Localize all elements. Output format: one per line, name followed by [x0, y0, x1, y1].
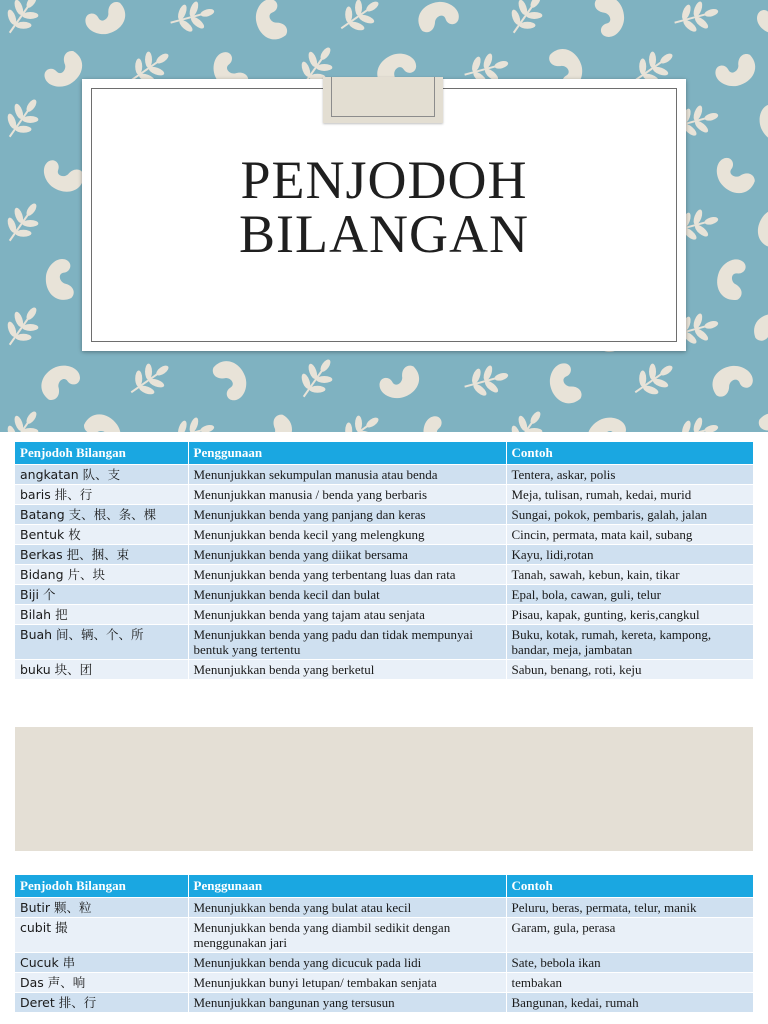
table-row: [15, 605, 753, 625]
cell-contoh: Meja, tulisan, rumah, kedai, murid: [506, 485, 753, 505]
table-row: [15, 525, 753, 545]
cell-contoh: Pisau, kapak, gunting, keris,cangkul: [506, 605, 753, 625]
cell-penggunaan: Menunjukkan benda yang panjang dan keras: [188, 505, 506, 525]
table-row: [15, 565, 753, 585]
table-row: [15, 993, 753, 1013]
paisley-shape: [711, 155, 759, 197]
leaf-sprig: [0, 91, 48, 146]
cell-penggunaan: Menunjukkan benda yang terbentang luas dan rata: [188, 565, 506, 585]
cell-penjodoh: Butir 颗、粒: [15, 898, 188, 918]
cell-penjodoh: Bentuk 枚: [15, 525, 188, 545]
cell-penjodoh: cubit 撮: [15, 918, 188, 953]
paisley-shape: [376, 357, 426, 407]
cell-contoh: Garam, gula, perasa: [506, 918, 753, 953]
title-slide: [0, 0, 768, 432]
paisley-shape: [205, 354, 256, 404]
table-row: [15, 918, 753, 953]
table-1-container: [15, 442, 752, 679]
cell-penjodoh: Biji 个: [15, 585, 188, 605]
paisley-shape: [252, 408, 298, 432]
cell-penjodoh: buku 块、团: [15, 660, 188, 680]
leaf-sprig: [291, 351, 342, 406]
cell-contoh: Tentera, askar, polis: [506, 465, 753, 485]
cell-contoh: Cincin, permata, mata kail, subang: [506, 525, 753, 545]
table-row: [15, 973, 753, 993]
paisley-shape: [541, 359, 591, 410]
leaf-sprig: [461, 360, 513, 402]
paisley-shape: [581, 409, 630, 432]
paisley-shape: [78, 409, 128, 432]
paisley-shape: [82, 0, 132, 43]
cell-penggunaan: Menunjukkan benda yang padu dan tidak mempunyai bentuk yang tertentu: [188, 625, 506, 660]
paisley-shape: [714, 258, 751, 303]
paisley-shape: [412, 0, 463, 42]
leaf-sprig: [332, 406, 387, 432]
paisley-shape: [749, 307, 768, 350]
header-penggunaan: Penggunaan: [188, 442, 506, 465]
leaf-sprig: [671, 0, 723, 38]
cell-penjodoh: Batang 支、根、条、棵: [15, 505, 188, 525]
empty-slide-area: [15, 727, 753, 851]
title-line-1: PENJODOH: [240, 150, 528, 210]
table-row: [15, 465, 753, 485]
cell-contoh: Buku, kotak, rumah, kereta, kampong, bandar, meja, jambatan: [506, 625, 753, 660]
paisley-shape: [585, 0, 632, 40]
cell-contoh: Sate, bebola ikan: [506, 953, 753, 973]
title-card-tab-border: [331, 77, 435, 117]
cell-penggunaan: Menunjukkan benda yang diambil sedikit dengan menggunakan jari: [188, 918, 506, 953]
cell-penjodoh: Bilah 把: [15, 605, 188, 625]
penjodoh-table-2: [15, 875, 754, 1012]
table-row: [15, 585, 753, 605]
cell-penjodoh: Buah 间、辆、个、所: [15, 625, 188, 660]
cell-contoh: Peluru, beras, permata, telur, manik: [506, 898, 753, 918]
table-2-container: [15, 875, 752, 1012]
cell-penggunaan: Menunjukkan benda yang tajam atau senjata: [188, 605, 506, 625]
cell-contoh: Epal, bola, cawan, guli, telur: [506, 585, 753, 605]
leaf-sprig: [501, 0, 552, 42]
paisley-shape: [415, 413, 466, 432]
paisley-shape: [38, 256, 83, 306]
title-line-2: BILANGAN: [239, 204, 529, 264]
cell-penggunaan: Menunjukkan sekumpulan manusia atau benda: [188, 465, 506, 485]
header-contoh: Contoh: [506, 875, 753, 898]
cell-penjodoh: Berkas 把、捆、束: [15, 545, 188, 565]
cell-penggunaan: Menunjukkan benda yang diikat bersama: [188, 545, 506, 565]
leaf-sprig: [332, 0, 387, 41]
leaf-sprig: [626, 354, 681, 405]
leaf-sprig: [167, 0, 219, 38]
cell-penjodoh: Deret 排、行: [15, 993, 188, 1013]
header-contoh: Contoh: [506, 442, 753, 465]
leaf-sprig: [0, 299, 48, 354]
cell-penjodoh: Cucuk 串: [15, 953, 188, 973]
paisley-shape: [247, 0, 296, 46]
leaf-sprig: [671, 412, 723, 432]
cell-contoh: Bangunan, kedai, rumah: [506, 993, 753, 1013]
table-row: [15, 660, 753, 680]
paisley-shape: [35, 357, 84, 408]
paisley-shape: [43, 160, 85, 193]
paisley-shape: [712, 45, 762, 95]
table-header-row: [15, 442, 753, 465]
cell-contoh: Kayu, lidi,rotan: [506, 545, 753, 565]
paisley-shape: [754, 0, 768, 42]
page-title: [82, 150, 686, 264]
paisley-shape: [756, 206, 768, 250]
paisley-shape: [751, 101, 768, 149]
leaf-sprig: [0, 195, 48, 250]
header-penjodoh: Penjodoh Bilangan: [15, 442, 188, 465]
cell-penggunaan: Menunjukkan benda yang bulat atau kecil: [188, 898, 506, 918]
leaf-sprig: [122, 354, 177, 405]
table-row: [15, 545, 753, 565]
cell-penggunaan: Menunjukkan benda yang berketul: [188, 660, 506, 680]
table-row: [15, 625, 753, 660]
table-header-row: [15, 875, 753, 898]
title-card: [82, 79, 686, 351]
leaf-sprig: [0, 0, 48, 42]
leaf-sprig: [0, 403, 48, 432]
cell-contoh: Sabun, benang, roti, keju: [506, 660, 753, 680]
paisley-shape: [706, 357, 757, 406]
table-row: [15, 898, 753, 918]
leaf-sprig: [501, 403, 552, 432]
table-row: [15, 953, 753, 973]
cell-penggunaan: Menunjukkan benda kecil yang melengkung: [188, 525, 506, 545]
cell-penjodoh: angkatan 队、支: [15, 465, 188, 485]
cell-penjodoh: Das 声、响: [15, 973, 188, 993]
header-penggunaan: Penggunaan: [188, 875, 506, 898]
table-row: [15, 505, 753, 525]
cell-penggunaan: Menunjukkan bangunan yang tersusun: [188, 993, 506, 1013]
cell-penggunaan: Menunjukkan benda kecil dan bulat: [188, 585, 506, 605]
cell-penggunaan: Menunjukkan benda yang dicucuk pada lidi: [188, 953, 506, 973]
cell-penjodoh: baris 排、行: [15, 485, 188, 505]
cell-penjodoh: Bidang 片、块: [15, 565, 188, 585]
header-penjodoh: Penjodoh Bilangan: [15, 875, 188, 898]
leaf-sprig: [167, 412, 219, 432]
cell-contoh: Tanah, sawah, kebun, kain, tikar: [506, 565, 753, 585]
title-card-tab: [323, 77, 443, 123]
cell-contoh: Sungai, pokok, pembaris, galah, jalan: [506, 505, 753, 525]
cell-contoh: tembakan: [506, 973, 753, 993]
table-row: [15, 485, 753, 505]
paisley-shape: [751, 406, 768, 432]
cell-penggunaan: Menunjukkan bunyi letupan/ tembakan senjata: [188, 973, 506, 993]
penjodoh-table-1: [15, 442, 754, 679]
cell-penggunaan: Menunjukkan manusia / benda yang berbaris: [188, 485, 506, 505]
